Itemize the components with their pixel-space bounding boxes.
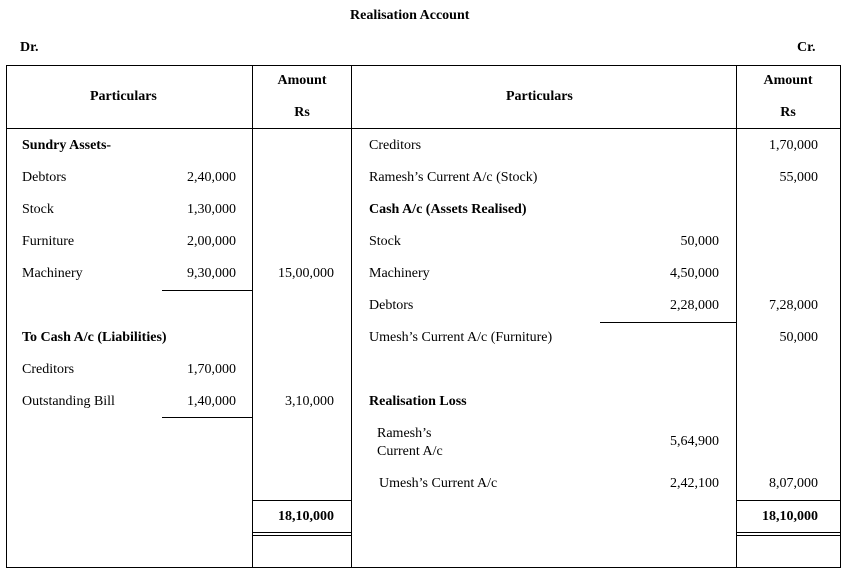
debit-asset-value: 2,40,000 (187, 170, 236, 185)
credit-umesh-furniture-amount: 50,000 (779, 330, 818, 345)
debit-asset-label: Furniture (22, 234, 75, 249)
credit-umesh-loss-label: Umesh’s Current A/c (379, 476, 498, 491)
debit-grand-total: 18,10,000 (278, 509, 334, 524)
credit-rs-header: Rs (780, 105, 796, 120)
credit-ramesh-stock-label: Ramesh’s Current A/c (Stock) (369, 170, 538, 185)
credit-grand-total: 18,10,000 (762, 509, 818, 524)
col-divider-dr-amount-left (252, 65, 253, 568)
credit-cash-item-value: 2,28,000 (670, 298, 719, 313)
credit-cash-item-label: Stock (369, 234, 401, 249)
credit-creditors-amount: 1,70,000 (769, 138, 818, 153)
credit-cash-item-label: Machinery (369, 266, 430, 281)
table-bottom-border (6, 567, 841, 568)
debit-total-rule-bottom-1 (252, 532, 352, 533)
credit-cash-item-label: Debtors (369, 298, 414, 313)
account-title: Realisation Account (350, 8, 470, 23)
cash-assets-realised-heading: Cash A/c (Assets Realised) (369, 202, 527, 217)
sundry-assets-heading: Sundry Assets- (22, 138, 112, 153)
assets-subtotal-rule (162, 290, 252, 291)
assets-total: 15,00,000 (278, 266, 334, 281)
liabilities-heading: To Cash A/c (Liabilities) (22, 330, 167, 345)
debit-total-rule-top (252, 500, 352, 501)
debit-total-rule-bottom-2 (252, 535, 352, 536)
debit-amount-header: Amount (277, 73, 327, 88)
credit-umesh-furniture-label: Umesh’s Current A/c (Furniture) (369, 330, 553, 345)
header-bottom-border (6, 128, 841, 129)
debit-asset-label: Debtors (22, 170, 67, 185)
credit-total-rule-bottom-2 (736, 535, 840, 536)
credit-creditors-label: Creditors (369, 138, 422, 153)
credit-label: Cr. (797, 40, 816, 55)
debit-liability-label: Outstanding Bill (22, 394, 115, 409)
table-right-border (840, 65, 841, 568)
table-top-border (6, 65, 841, 66)
credit-cash-total: 7,28,000 (769, 298, 818, 313)
credit-ramesh-stock-amount: 55,000 (779, 170, 818, 185)
liabilities-total: 3,10,000 (285, 394, 334, 409)
debit-liability-value: 1,70,000 (187, 362, 236, 377)
realisation-loss-heading: Realisation Loss (369, 394, 467, 409)
debit-asset-value: 2,00,000 (187, 234, 236, 249)
debit-asset-value: 9,30,000 (187, 266, 236, 281)
credit-loss-total: 8,07,000 (769, 476, 818, 491)
credit-ramesh-loss-value: 5,64,900 (670, 434, 719, 449)
debit-asset-label: Machinery (22, 266, 83, 281)
credit-particulars-header: Particulars (506, 89, 573, 104)
credit-cash-item-value: 50,000 (680, 234, 719, 249)
col-divider-center (351, 65, 352, 568)
credit-ramesh-loss-label-line2: Current A/c (377, 444, 443, 459)
credit-total-rule-top (736, 500, 840, 501)
credit-total-rule-bottom-1 (736, 532, 840, 533)
cash-subtotal-rule (600, 322, 736, 323)
credit-ramesh-loss-label-line1: Ramesh’s (377, 426, 432, 441)
credit-cash-item-value: 4,50,000 (670, 266, 719, 281)
credit-amount-header: Amount (763, 73, 813, 88)
credit-umesh-loss-value: 2,42,100 (670, 476, 719, 491)
debit-liability-label: Creditors (22, 362, 75, 377)
debit-rs-header: Rs (294, 105, 310, 120)
debit-particulars-header: Particulars (90, 89, 157, 104)
debit-asset-label: Stock (22, 202, 54, 217)
debit-asset-value: 1,30,000 (187, 202, 236, 217)
debit-label: Dr. (20, 40, 39, 55)
liabilities-subtotal-rule (162, 417, 252, 418)
debit-liability-value: 1,40,000 (187, 394, 236, 409)
table-left-border (6, 65, 7, 568)
